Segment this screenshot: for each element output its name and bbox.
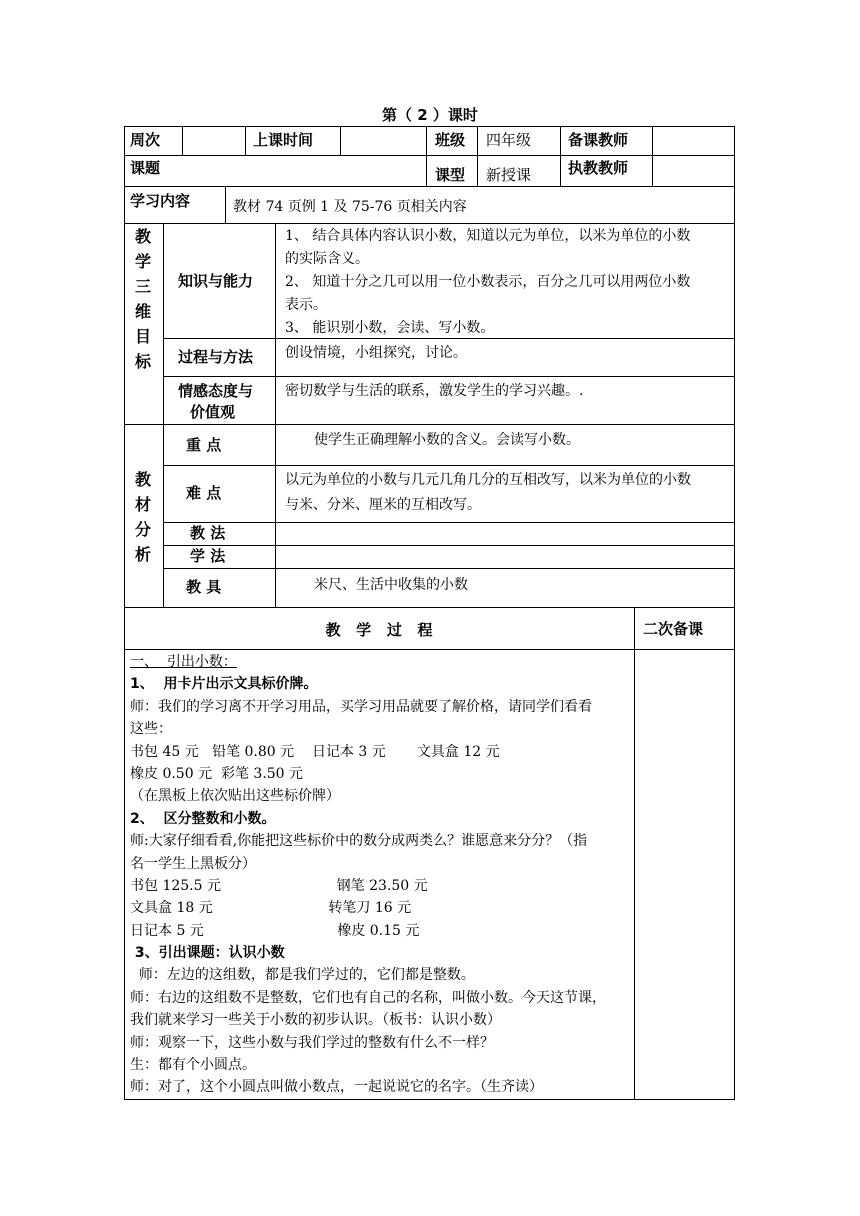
- class-value: 四年级: [486, 131, 532, 149]
- knowledge-line: 表示。: [285, 297, 327, 313]
- teach-method-label: 教 法: [190, 524, 226, 542]
- difficult-point-label: 难 点: [186, 484, 222, 502]
- teaching-process-heading: 教 学 过 程: [325, 621, 433, 639]
- prep-teacher-label: 备课教师: [568, 131, 629, 149]
- table-border: [124, 424, 125, 608]
- process-line: 这些：: [130, 721, 172, 738]
- table-border: [634, 607, 635, 1100]
- table-border: [734, 223, 735, 425]
- process-method-label: 过程与方法: [178, 348, 254, 366]
- difficult-point-text: [285, 468, 691, 518]
- process-line: 1、 用卡片出示文具标价牌。: [130, 676, 318, 693]
- key-point-label: 重 点: [186, 436, 222, 454]
- process-method-value: 创设情境，小组探究，讨论。: [285, 345, 467, 361]
- knowledge-text: [285, 225, 690, 340]
- table-border: [734, 607, 735, 1100]
- process-line: 生：都有个小圆点。: [130, 1057, 256, 1074]
- teaching-teacher-label: 执教教师: [568, 159, 629, 177]
- process-line: （在黑板上依次贴出这些标价牌）: [130, 788, 340, 805]
- week-label: 周次: [130, 131, 161, 149]
- table-border: [734, 424, 735, 608]
- process-line: 师：对了，这个小圆点叫做小数点，一起说说它的名字。（生齐读）: [130, 1079, 543, 1096]
- process-line: 一、 引出小数：: [130, 654, 237, 670]
- table-border: [124, 1099, 735, 1100]
- table-border: [182, 126, 183, 156]
- table-border: [163, 376, 735, 377]
- table-border: [275, 223, 276, 425]
- table-border: [225, 186, 226, 224]
- topic-label: 课题: [130, 159, 161, 177]
- tools-label: 教 具: [186, 578, 222, 596]
- emotion-label-line2: 价值观: [190, 403, 236, 421]
- difficult-line: 以元为单位的小数与几元几角几分的互相改写，以米为单位的小数: [285, 472, 691, 488]
- table-border: [163, 424, 164, 608]
- content-value: 教材 74 页例 1 及 75-76 页相关内容: [233, 199, 467, 215]
- table-border: [124, 607, 735, 608]
- table-border: [124, 155, 735, 156]
- analysis-section-label: 教材分析: [134, 470, 151, 564]
- knowledge-line: 2、 知道十分之几可以用一位小数表示，百分之几可以用两位小数: [285, 274, 691, 290]
- table-border: [163, 223, 164, 425]
- knowledge-line: 的实际含义。: [285, 251, 369, 267]
- table-border: [124, 223, 125, 425]
- learn-method-label: 学 法: [190, 547, 226, 565]
- process-line: 师：我们的学习离不开学习用品，买学习用品就要了解价格，请同学们看看: [130, 698, 592, 715]
- table-border: [124, 607, 125, 1100]
- table-border: [124, 424, 735, 425]
- knowledge-line: 3、 能识别小数，会读、写小数。: [285, 320, 495, 336]
- difficult-line: 与米、分米、厘米的互相改写。: [285, 497, 481, 513]
- class-label: 班级: [435, 131, 466, 149]
- tools-value: 米尺、生活中收集的小数: [314, 577, 468, 593]
- table-border: [124, 186, 735, 187]
- knowledge-line: 1、 结合具体内容认识小数，知道以元为单位，以米为单位的小数: [285, 228, 691, 244]
- table-border: [477, 126, 478, 187]
- process-line: 日记本 5 元 橡皮 0.15 元: [130, 922, 420, 939]
- table-border: [124, 126, 125, 224]
- process-line: 文具盒 18 元 转笔刀 16 元: [130, 900, 412, 917]
- table-border: [163, 522, 735, 523]
- process-line: 师:大家仔细看看,你能把这些标价中的数分成两类么？谁愿意来分分？（指: [130, 833, 588, 850]
- process-line: 3、引出课题：认识小数: [130, 945, 285, 962]
- type-value: 新授课: [486, 166, 532, 184]
- process-line: 名一学生上黑板分）: [130, 855, 256, 872]
- table-border: [124, 126, 735, 127]
- process-line: 书包 45 元 铅笔 0.80 元 日记本 3 元 文具盒 12 元: [130, 743, 500, 760]
- objectives-section-label: 教学三维目标: [134, 227, 151, 371]
- table-border: [163, 545, 735, 546]
- lesson-number-title: 第（ 2 ）课时: [382, 106, 478, 124]
- process-line: 师：左边的这组数，都是我们学过的，它们都是整数。: [130, 967, 475, 984]
- emotion-value: 密切数学与生活的联系，激发学生的学习兴趣。.: [285, 383, 584, 399]
- process-line: 我们就来学习一些关于小数的初步认识。（板书：认识小数）: [130, 1012, 501, 1029]
- key-point-value: 使学生正确理解小数的含义。会读写小数。: [314, 432, 580, 448]
- table-border: [426, 126, 427, 187]
- table-border: [163, 568, 735, 569]
- process-line: 师：观察一下，这些小数与我们学过的整数有什么不一样？: [130, 1034, 494, 1051]
- emotion-label-line1: 情感态度与: [178, 382, 254, 400]
- table-border: [652, 126, 653, 187]
- type-label: 课型: [435, 166, 466, 184]
- table-border: [340, 126, 341, 156]
- process-line: 书包 125.5 元 钢笔 23.50 元: [130, 877, 428, 894]
- process-line: 师：右边的这组数不是整数，它们也有自己的名称，叫做小数。今天这节课，: [130, 989, 606, 1006]
- table-border: [245, 126, 246, 156]
- content-label: 学习内容: [130, 192, 191, 210]
- process-line: 橡皮 0.50 元 彩笔 3.50 元: [130, 765, 304, 782]
- table-border: [560, 126, 561, 187]
- second-prep-label: 二次备课: [643, 620, 704, 638]
- class-time-label: 上课时间: [253, 131, 314, 149]
- table-border: [275, 424, 276, 608]
- table-border: [124, 223, 735, 224]
- table-border: [734, 126, 735, 224]
- knowledge-label: 知识与能力: [178, 272, 254, 290]
- process-line: 2、 区分整数和小数。: [130, 810, 276, 827]
- table-border: [163, 465, 735, 466]
- teaching-process-body: [130, 651, 630, 1099]
- table-border: [124, 649, 735, 650]
